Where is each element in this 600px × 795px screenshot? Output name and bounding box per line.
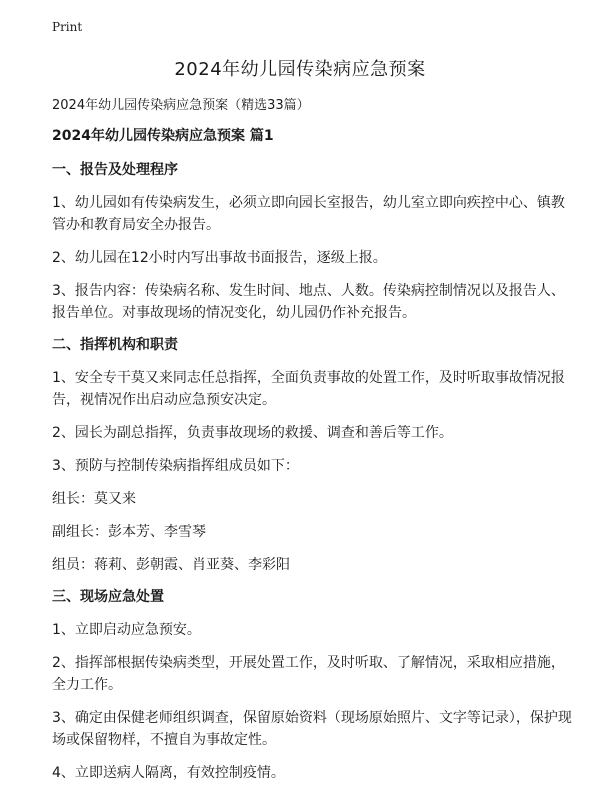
team-leader: 组长：莫又来: [52, 491, 136, 507]
paragraph: 4、立即送病人隔离，有效控制疫情。: [52, 765, 285, 781]
team-members: 组员：蒋莉、彭朝霞、肖亚葵、李彩阳: [52, 557, 290, 573]
section-2: [52, 335, 572, 576]
section-heading: 一、报告及处理程序: [52, 162, 178, 178]
paragraph: 3、预防与控制传染病指挥组成员如下：: [52, 458, 299, 474]
section-3: [52, 587, 572, 784]
section-1: [52, 160, 572, 324]
section-heading: 二、指挥机构和职责: [52, 337, 178, 353]
document-body: [52, 96, 572, 795]
paragraph: 3、报告内容：传染病名称、发生时间、地点、人数。传染病控制情况以及报告人、报告单位。对事故现场的情况变化，幼儿园仍作补充报告。: [52, 283, 565, 321]
document-title: 2024年幼儿园传染病应急预案: [174, 59, 426, 80]
part-title: 2024年幼儿园传染病应急预案 篇1: [52, 128, 274, 144]
team-deputy-leaders: 副组长：彭本芳、李雪琴: [52, 524, 206, 540]
paragraph: 1、安全专干莫又来同志任总指挥，全面负责事故的处置工作，及时听取事故情况报告，视情况作出启动应急预安决定。: [52, 370, 565, 408]
section-heading: 三、现场应急处置: [52, 589, 164, 605]
paragraph: 2、幼儿园在12小时内写出事故书面报告，逐级上报。: [52, 250, 387, 266]
paragraph: 2、指挥部根据传染病类型，开展处置工作，及时听取、了解情况，采取相应措施，全力工作。: [52, 655, 565, 693]
document-subtitle: 2024年幼儿园传染病应急预案（精选33篇）: [52, 98, 310, 113]
paragraph: 3、确定由保健老师组织调查，保留原始资料（现场原始照片、文字等记录），保护现场或保留物样，不擅自为事故定性。: [52, 710, 572, 748]
paragraph: 1、立即启动应急预安。: [52, 622, 201, 638]
print-label: Print: [52, 20, 83, 34]
paragraph: 2、园长为副总指挥，负责事故现场的救援、调查和善后等工作。: [52, 425, 453, 441]
paragraph: 1、幼儿园如有传染病发生，必须立即向园长室报告，幼儿室立即向疾控中心、镇教管办和教育局安全办报告。: [52, 195, 565, 233]
